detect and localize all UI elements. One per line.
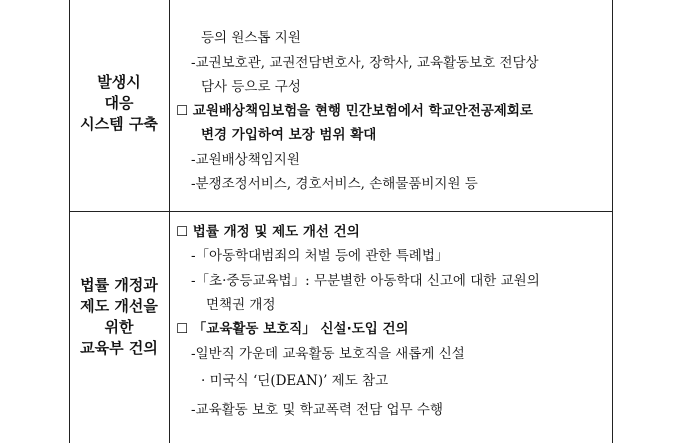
row-divider [69, 211, 613, 212]
row-header-response-system [69, 72, 169, 135]
content-line: -교권보호관, 교권전담변호사, 장학사, 교육활동보호 전담상 [191, 55, 539, 71]
content-heading-cont: 변경 가입하여 보장 범위 확대 [201, 127, 377, 143]
content-line: -「아동학대범죄의 처벌 등에 관한 특례법」 [191, 248, 449, 264]
row-header-line: 대응 [104, 94, 134, 112]
content-line: 면책권 개정 [206, 297, 276, 313]
content-heading: ☐ 교원배상책임보험을 현행 민간보험에서 학교안전공제회로 [176, 103, 533, 119]
table-right-border [612, 0, 613, 443]
content-heading: ☐ 법률 개정 및 제도 개선 건의 [176, 224, 360, 240]
row-header-line: 시스템 구축 [80, 115, 158, 133]
policy-table [69, 0, 613, 443]
content-line: -분쟁조정서비스, 경호서비스, 손해물품비지원 등 [191, 176, 478, 192]
row-header-line: 교육부 건의 [80, 339, 158, 357]
content-line: · 미국식 ‘딘(DEAN)’ 제도 참고 [201, 373, 389, 389]
row-header-line: 발생시 [97, 73, 141, 91]
table-left-border [69, 0, 70, 443]
row-header-line: 위한 [104, 318, 134, 336]
row-header-line: 법률 개정과 [80, 276, 158, 294]
column-divider [169, 0, 170, 443]
content-line: 담사 등으로 구성 [201, 79, 301, 95]
content-line: -교원배상책임지원 [191, 152, 300, 168]
content-line: -일반직 가운데 교육활동 보호직을 새롭게 신설 [191, 346, 465, 362]
row-header-legal-reform [69, 275, 169, 359]
content-line: 등의 원스톱 지원 [201, 30, 301, 46]
content-line: -교육활동 보호 및 학교폭력 전담 업무 수행 [191, 402, 444, 418]
content-heading: ☐ 「교육활동 보호직」 신설·도입 건의 [176, 321, 409, 337]
row-header-line: 제도 개선을 [80, 297, 158, 315]
content-line: -「초·중등교육법」: 무분별한 아동학대 신고에 대한 교원의 [191, 273, 540, 289]
